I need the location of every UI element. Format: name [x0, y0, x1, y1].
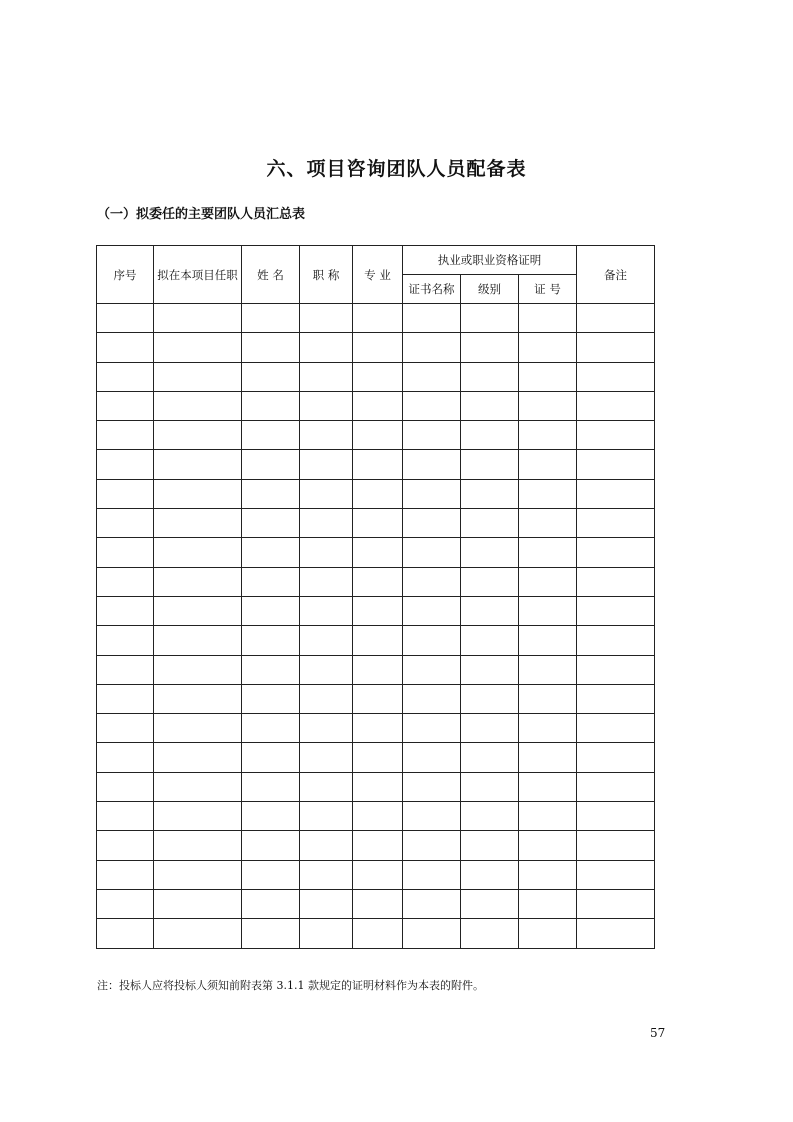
section-subtitle: （一）拟委任的主要团队人员汇总表	[97, 207, 306, 222]
table-cell[interactable]	[353, 626, 403, 655]
table-cell[interactable]	[97, 889, 154, 918]
table-cell[interactable]	[97, 802, 154, 831]
table-cell[interactable]	[353, 831, 403, 860]
table-cell[interactable]	[461, 860, 519, 889]
table-cell[interactable]	[353, 802, 403, 831]
table-cell[interactable]	[403, 889, 461, 918]
table-cell[interactable]	[97, 743, 154, 772]
table-cell[interactable]	[154, 421, 242, 450]
table-cell[interactable]	[300, 450, 353, 479]
table-cell[interactable]	[403, 860, 461, 889]
table-cell[interactable]	[461, 743, 519, 772]
table-cell[interactable]	[300, 509, 353, 538]
table-cell[interactable]	[242, 596, 300, 625]
table-cell[interactable]	[154, 391, 242, 420]
table-row	[97, 831, 655, 860]
table-row	[97, 860, 655, 889]
table-cell[interactable]	[403, 626, 461, 655]
table-cell[interactable]	[353, 479, 403, 508]
table-cell[interactable]	[97, 772, 154, 801]
table-cell[interactable]	[461, 333, 519, 362]
table-row	[97, 509, 655, 538]
table-row	[97, 479, 655, 508]
table-cell[interactable]	[300, 538, 353, 567]
table-row	[97, 889, 655, 918]
table-row	[97, 626, 655, 655]
table-cell[interactable]	[353, 567, 403, 596]
header-name: 姓 名	[242, 246, 300, 304]
table-cell[interactable]	[154, 304, 242, 333]
table-cell[interactable]	[300, 919, 353, 948]
table-row	[97, 391, 655, 420]
table-cell[interactable]	[300, 479, 353, 508]
header-major: 专 业	[353, 246, 403, 304]
table-cell[interactable]	[242, 860, 300, 889]
header-level: 级别	[461, 275, 519, 304]
table-cell[interactable]	[353, 743, 403, 772]
table-cell[interactable]	[154, 655, 242, 684]
table-row	[97, 362, 655, 391]
table-cell[interactable]	[300, 655, 353, 684]
table-cell[interactable]	[577, 538, 655, 567]
table-cell[interactable]	[461, 509, 519, 538]
table-cell[interactable]	[154, 538, 242, 567]
table-cell[interactable]	[97, 391, 154, 420]
header-rank: 职 称	[300, 246, 353, 304]
table-cell[interactable]	[519, 626, 577, 655]
table-row	[97, 567, 655, 596]
table-cell[interactable]	[403, 304, 461, 333]
table-cell[interactable]	[300, 421, 353, 450]
table-cell[interactable]	[577, 391, 655, 420]
table-cell[interactable]	[242, 304, 300, 333]
table-cell[interactable]	[97, 450, 154, 479]
table-cell[interactable]	[154, 509, 242, 538]
table-cell[interactable]	[300, 889, 353, 918]
table-cell[interactable]	[403, 421, 461, 450]
table-cell[interactable]	[242, 538, 300, 567]
table-cell[interactable]	[461, 362, 519, 391]
table-cell[interactable]	[353, 714, 403, 743]
table-cell[interactable]	[300, 304, 353, 333]
table-cell[interactable]	[461, 802, 519, 831]
table-row	[97, 684, 655, 713]
table-cell[interactable]	[242, 626, 300, 655]
table-cell[interactable]	[519, 655, 577, 684]
table-cell[interactable]	[519, 772, 577, 801]
table-cell[interactable]	[97, 538, 154, 567]
table-cell[interactable]	[577, 831, 655, 860]
table-cell[interactable]	[300, 596, 353, 625]
table-cell[interactable]	[154, 684, 242, 713]
table-cell[interactable]	[403, 831, 461, 860]
header-cert-no: 证 号	[519, 275, 577, 304]
table-row	[97, 304, 655, 333]
table-cell[interactable]	[300, 860, 353, 889]
table-cell[interactable]	[353, 889, 403, 918]
table-cell[interactable]	[461, 889, 519, 918]
table-cell[interactable]	[519, 596, 577, 625]
team-roster-table	[96, 245, 655, 949]
table-cell[interactable]	[403, 391, 461, 420]
table-cell[interactable]	[519, 743, 577, 772]
table-row	[97, 450, 655, 479]
table-cell[interactable]	[242, 479, 300, 508]
table-cell[interactable]	[97, 831, 154, 860]
table-cell[interactable]	[577, 860, 655, 889]
table-cell[interactable]	[353, 304, 403, 333]
table-cell[interactable]	[519, 538, 577, 567]
table-cell[interactable]	[577, 450, 655, 479]
table-cell[interactable]	[154, 889, 242, 918]
table-cell[interactable]	[242, 772, 300, 801]
table-cell[interactable]	[403, 479, 461, 508]
table-cell[interactable]	[97, 655, 154, 684]
table-cell[interactable]	[577, 421, 655, 450]
footnote: 注：投标人应将投标人须知前附表第 3.1.1 款规定的证明材料作为本表的附件。	[97, 979, 484, 992]
table-cell[interactable]	[461, 772, 519, 801]
table-cell[interactable]	[300, 772, 353, 801]
table-cell[interactable]	[353, 655, 403, 684]
table-cell[interactable]	[242, 509, 300, 538]
table-cell[interactable]	[242, 831, 300, 860]
table-row	[97, 538, 655, 567]
table-cell[interactable]	[519, 421, 577, 450]
table-cell[interactable]	[154, 479, 242, 508]
table-cell[interactable]	[403, 684, 461, 713]
table-row	[97, 743, 655, 772]
table-row	[97, 714, 655, 743]
table-cell[interactable]	[519, 684, 577, 713]
table-cell[interactable]	[519, 450, 577, 479]
table-cell[interactable]	[300, 684, 353, 713]
table-cell[interactable]	[403, 538, 461, 567]
table-body	[97, 304, 655, 949]
table-cell[interactable]	[353, 596, 403, 625]
table-cell[interactable]	[154, 831, 242, 860]
table-cell[interactable]	[353, 362, 403, 391]
table-cell[interactable]	[353, 772, 403, 801]
header-cert-group: 执业或职业资格证明	[403, 246, 577, 275]
table-cell[interactable]	[353, 333, 403, 362]
table-cell[interactable]	[242, 743, 300, 772]
table-cell[interactable]	[577, 889, 655, 918]
header-cert-name: 证书名称	[403, 275, 461, 304]
table-cell[interactable]	[461, 596, 519, 625]
table-cell[interactable]	[242, 567, 300, 596]
table-cell[interactable]	[577, 772, 655, 801]
table-cell[interactable]	[242, 889, 300, 918]
table-cell[interactable]	[577, 684, 655, 713]
table-cell[interactable]	[461, 421, 519, 450]
table-cell[interactable]	[577, 596, 655, 625]
table-cell[interactable]	[154, 919, 242, 948]
table-cell[interactable]	[154, 596, 242, 625]
table-cell[interactable]	[353, 919, 403, 948]
table-cell[interactable]	[403, 772, 461, 801]
table-cell[interactable]	[577, 333, 655, 362]
table-cell[interactable]	[242, 333, 300, 362]
table-cell[interactable]	[97, 567, 154, 596]
table-cell[interactable]	[461, 450, 519, 479]
table-cell[interactable]	[403, 450, 461, 479]
header-seq: 序号	[97, 246, 154, 304]
table-cell[interactable]	[403, 362, 461, 391]
table-cell[interactable]	[403, 919, 461, 948]
table-cell[interactable]	[97, 304, 154, 333]
table-cell[interactable]	[461, 655, 519, 684]
table-cell[interactable]	[154, 333, 242, 362]
table-cell[interactable]	[577, 919, 655, 948]
table-cell[interactable]	[242, 362, 300, 391]
page-title: 六、项目咨询团队人员配备表	[266, 158, 527, 180]
table-cell[interactable]	[577, 509, 655, 538]
table-cell[interactable]	[97, 362, 154, 391]
table-cell[interactable]	[403, 509, 461, 538]
table-cell[interactable]	[519, 391, 577, 420]
table-cell[interactable]	[403, 743, 461, 772]
table-cell[interactable]	[154, 860, 242, 889]
table-cell[interactable]	[300, 333, 353, 362]
table-cell[interactable]	[154, 802, 242, 831]
table-cell[interactable]	[242, 421, 300, 450]
table-cell[interactable]	[519, 509, 577, 538]
table-cell[interactable]	[519, 304, 577, 333]
table-cell[interactable]	[519, 802, 577, 831]
table-cell[interactable]	[461, 304, 519, 333]
table-cell[interactable]	[519, 831, 577, 860]
table-cell[interactable]	[300, 714, 353, 743]
table-cell[interactable]	[353, 450, 403, 479]
table-cell[interactable]	[97, 596, 154, 625]
table-cell[interactable]	[353, 391, 403, 420]
table-cell[interactable]	[577, 479, 655, 508]
table-cell[interactable]	[577, 304, 655, 333]
table-cell[interactable]	[300, 831, 353, 860]
table-cell[interactable]	[353, 421, 403, 450]
table-cell[interactable]	[519, 479, 577, 508]
table-row	[97, 919, 655, 948]
table-cell[interactable]	[97, 714, 154, 743]
table-cell[interactable]	[154, 772, 242, 801]
table-cell[interactable]	[519, 333, 577, 362]
table-cell[interactable]	[403, 714, 461, 743]
table-cell[interactable]	[461, 626, 519, 655]
table-cell[interactable]	[242, 684, 300, 713]
table-cell[interactable]	[403, 333, 461, 362]
table-row	[97, 802, 655, 831]
table-cell[interactable]	[461, 391, 519, 420]
table-cell[interactable]	[154, 626, 242, 655]
table-cell[interactable]	[242, 655, 300, 684]
table-cell[interactable]	[353, 509, 403, 538]
table-row	[97, 596, 655, 625]
table-cell[interactable]	[461, 919, 519, 948]
table-cell[interactable]	[242, 714, 300, 743]
table-cell[interactable]	[97, 333, 154, 362]
table-cell[interactable]	[97, 509, 154, 538]
table-cell[interactable]	[519, 919, 577, 948]
table-cell[interactable]	[242, 391, 300, 420]
table-cell[interactable]	[353, 860, 403, 889]
table-cell[interactable]	[97, 479, 154, 508]
table-cell[interactable]	[403, 802, 461, 831]
table-cell[interactable]	[154, 362, 242, 391]
table-cell[interactable]	[300, 362, 353, 391]
table-cell[interactable]	[461, 567, 519, 596]
table-cell[interactable]	[403, 596, 461, 625]
table-cell[interactable]	[461, 831, 519, 860]
table-cell[interactable]	[577, 714, 655, 743]
table-cell[interactable]	[519, 714, 577, 743]
table-cell[interactable]	[97, 626, 154, 655]
table-cell[interactable]	[300, 743, 353, 772]
table-cell[interactable]	[519, 362, 577, 391]
table-cell[interactable]	[461, 479, 519, 508]
table-row	[97, 333, 655, 362]
table-cell[interactable]	[519, 567, 577, 596]
table-cell[interactable]	[154, 714, 242, 743]
table-cell[interactable]	[519, 889, 577, 918]
table-cell[interactable]	[519, 860, 577, 889]
page-number: 57	[650, 1026, 666, 1040]
table-cell[interactable]	[577, 655, 655, 684]
table-cell[interactable]	[577, 567, 655, 596]
table-cell[interactable]	[97, 860, 154, 889]
table-cell[interactable]	[154, 567, 242, 596]
table-cell[interactable]	[242, 919, 300, 948]
table-cell[interactable]	[353, 684, 403, 713]
table-cell[interactable]	[577, 362, 655, 391]
table-cell[interactable]	[300, 802, 353, 831]
table-row	[97, 772, 655, 801]
table-cell[interactable]	[577, 626, 655, 655]
header-position: 拟在本项目任职	[154, 246, 242, 304]
table-cell[interactable]	[461, 714, 519, 743]
table-cell[interactable]	[577, 743, 655, 772]
table-cell[interactable]	[461, 684, 519, 713]
table-cell[interactable]	[300, 626, 353, 655]
table-cell[interactable]	[154, 743, 242, 772]
table-cell[interactable]	[242, 802, 300, 831]
table-cell[interactable]	[300, 567, 353, 596]
table-cell[interactable]	[97, 684, 154, 713]
table-row	[97, 655, 655, 684]
table-cell[interactable]	[154, 450, 242, 479]
table-cell[interactable]	[577, 802, 655, 831]
header-remark: 备注	[577, 246, 655, 304]
table-row	[97, 421, 655, 450]
table-cell[interactable]	[300, 391, 353, 420]
table-cell[interactable]	[461, 538, 519, 567]
table-cell[interactable]	[353, 538, 403, 567]
table-cell[interactable]	[97, 919, 154, 948]
table-cell[interactable]	[97, 421, 154, 450]
table-cell[interactable]	[242, 450, 300, 479]
table-cell[interactable]	[403, 655, 461, 684]
table-cell[interactable]	[403, 567, 461, 596]
